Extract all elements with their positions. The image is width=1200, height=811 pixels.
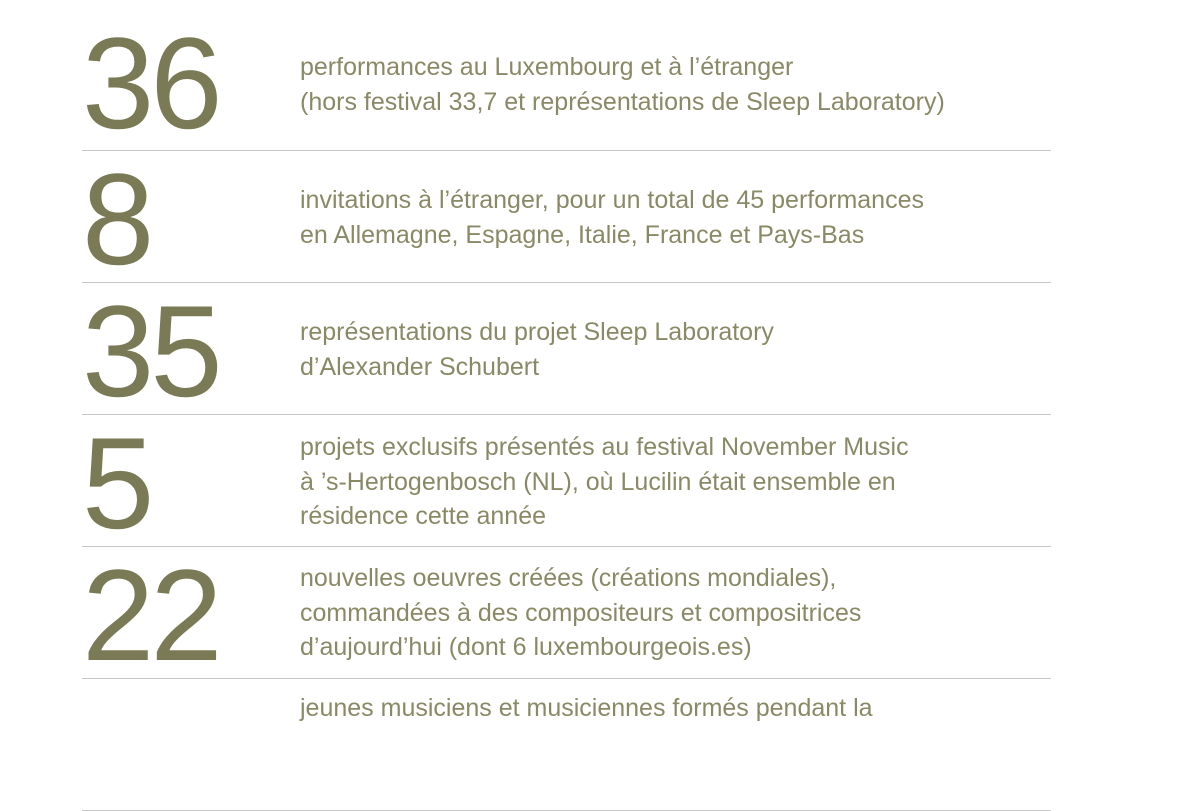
stat-description [300, 691, 1040, 726]
stat-description-line: invitations à l’étranger, pour un total de 45 performances [300, 186, 924, 214]
stat-row-november-music [82, 410, 1051, 556]
stat-number: 8 [82, 146, 151, 292]
stat-description-line: projets exclusifs présentés au festival November Music [300, 433, 909, 461]
stat-row-new-works [82, 542, 1051, 688]
stat-description-line: (hors festival 33,7 et représentations de Sleep Laboratory) [300, 87, 945, 116]
stat-number: 36 [82, 10, 219, 156]
stat-description-line: performances au Luxembourg et à l’étranger [300, 53, 794, 81]
stat-number: 5 [82, 410, 151, 556]
stat-description [300, 430, 1040, 534]
stat-row-invitations [82, 146, 1051, 292]
stat-number: 35 [82, 278, 219, 424]
stat-description-line: nouvelles oeuvres créées (créations mondiales), [300, 564, 837, 592]
stats-list [82, 0, 1051, 811]
stat-description [300, 561, 1040, 665]
stat-description-line: commandées à des compositeurs et compositrices [300, 598, 862, 627]
stat-row-young-musicians [82, 679, 1051, 811]
stat-description [300, 315, 1040, 384]
stat-row-performances [82, 0, 1051, 156]
stat-description [300, 50, 1040, 119]
stat-description-line: représentations du projet Sleep Laboratory [300, 318, 774, 346]
stat-row-sleep-laboratory [82, 278, 1051, 424]
stat-description-line: en Allemagne, Espagne, Italie, France et Pays-Bas [300, 220, 865, 249]
stat-description-line: jeunes musiciens et musiciennes formés pendant la [300, 694, 873, 722]
stat-description [300, 183, 1040, 252]
stat-number: 22 [82, 542, 219, 688]
stat-description-line: résidence cette année [300, 502, 547, 530]
stat-description-line: d’aujourd’hui (dont 6 luxembourgeois.es) [300, 633, 752, 661]
stat-description-line: à ’s-Hertogenbosch (NL), où Lucilin était ensemble en [300, 467, 896, 496]
stat-description-line: d’Alexander Schubert [300, 352, 540, 381]
